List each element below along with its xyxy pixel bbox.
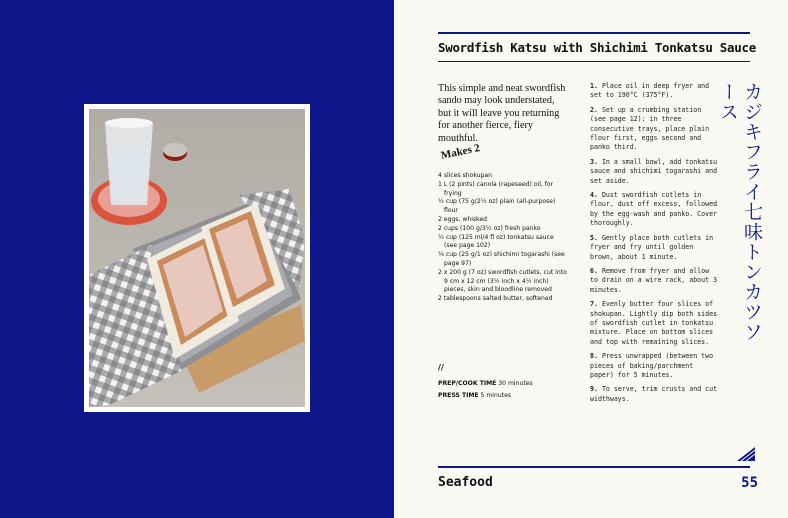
ingredient-item: ½ cup (125 ml/4 fl oz) tonkatsu sauce (see page 102) [438, 233, 554, 250]
japanese-vertical-title: カジキフライ七味トンカツソ ース [717, 82, 763, 362]
photo-frame [84, 104, 310, 412]
step-text: To serve, trim crusts and cut widthways. [590, 385, 718, 403]
step-number: 8. [590, 352, 598, 361]
step-text: Remove from fryer and allow to drain on a wire rack, about 3 minutes. [590, 266, 718, 294]
method-step [590, 300, 718, 347]
step-number: 6. [590, 266, 598, 275]
step-text: Set up a crumbing station (see page 12): in three consecutive trays, place plain flour first, eggs second and panko third. [590, 105, 710, 152]
step-number: 9. [590, 385, 598, 394]
ingredient-item: ½ cup (75 g/2½ oz) plain (all-purpose) flour [438, 198, 556, 215]
step-number: 3. [590, 157, 598, 166]
makes-label: Makes 2 [439, 142, 481, 162]
step-number: 5. [590, 233, 598, 242]
method-step [590, 385, 718, 404]
press-time-value: 5 minutes [480, 392, 512, 399]
section-name: Seafood [438, 475, 493, 490]
step-text: Press unwrapped (between two pieces of baking/parchment paper) for 5 minutes. [590, 352, 714, 379]
step-number: 4. [590, 191, 598, 200]
method-step [590, 234, 718, 262]
right-page [394, 0, 788, 518]
prep-time-value: 30 minutes [498, 380, 533, 387]
method-step [590, 267, 718, 295]
method-step [590, 82, 718, 101]
step-number: 2. [590, 105, 598, 114]
ingredient-item: 1 L (2 pints) canola (rapeseed) oil, for frying [438, 180, 554, 197]
press-time-label: PRESS TIME [438, 392, 479, 399]
step-text: Gently place both cutlets in fryer and fry until golden brown, about 1 minute. [590, 233, 714, 261]
title-top-rule [438, 32, 750, 34]
ingredient-item: 2 x 200 g (7 oz) swordfish cutlets, cut into 9 cm x 12 cm (3½ inch x 4½ inch) pieces, skin and bloodline removed [438, 268, 567, 294]
method-step [590, 191, 718, 229]
method-step [590, 158, 718, 186]
prep-time-row [438, 380, 533, 387]
page-number: 55 [741, 475, 758, 491]
page-corner-icon [737, 447, 755, 461]
press-time-row [438, 392, 511, 399]
method-step [590, 352, 718, 380]
ingredient-item: 2 eggs, whisked [438, 215, 487, 223]
step-text: In a small bowl, add tonkatsu sauce and shichimi togarashi and set aside. [590, 157, 718, 185]
recipe-title: Swordfish Katsu with Shichimi Tonkatsu Sauce [438, 40, 756, 55]
ingredient-item: 4 slices shokupan [438, 172, 493, 179]
title-bottom-rule [438, 61, 750, 62]
ingredient-item: ⅛ cup (25 g/1 oz) shichimi togarashi (see page 97) [438, 251, 565, 267]
prep-time-label: PREP/COOK TIME [438, 380, 497, 387]
method-steps [590, 82, 718, 409]
footer-rule [438, 466, 750, 468]
ingredients-list [438, 172, 568, 304]
step-text: Dust swordfish cutlets in flour, dust off excess, followed by the egg-wash and panko. Cover thoroughly. [590, 191, 718, 228]
ingredient-item: 2 cups (100 g/3½ oz) fresh panko [438, 224, 541, 232]
step-text: Place oil in deep fryer and set to 190°C (375°F). [590, 82, 710, 100]
recipe-intro: This simple and neat swordfish sando may look understated, but it will leave you returning for another fierce, fiery mouthful. [438, 83, 566, 144]
step-text: Evenly butter four slices of shokupan. Lightly dip both sides of swordfish cutlet in tonkatsu mixture. Place on bottom slices and top with remaining slices. [590, 300, 718, 346]
step-number: 1. [590, 82, 598, 90]
ingredient-item: 2 tablespoons salted butter, softened [438, 295, 553, 303]
step-number: 7. [590, 300, 598, 309]
sando-photo-illustration [89, 109, 305, 407]
recipe-photo [89, 109, 305, 407]
method-step [590, 106, 718, 153]
section-divider-slashes: // [438, 363, 444, 372]
